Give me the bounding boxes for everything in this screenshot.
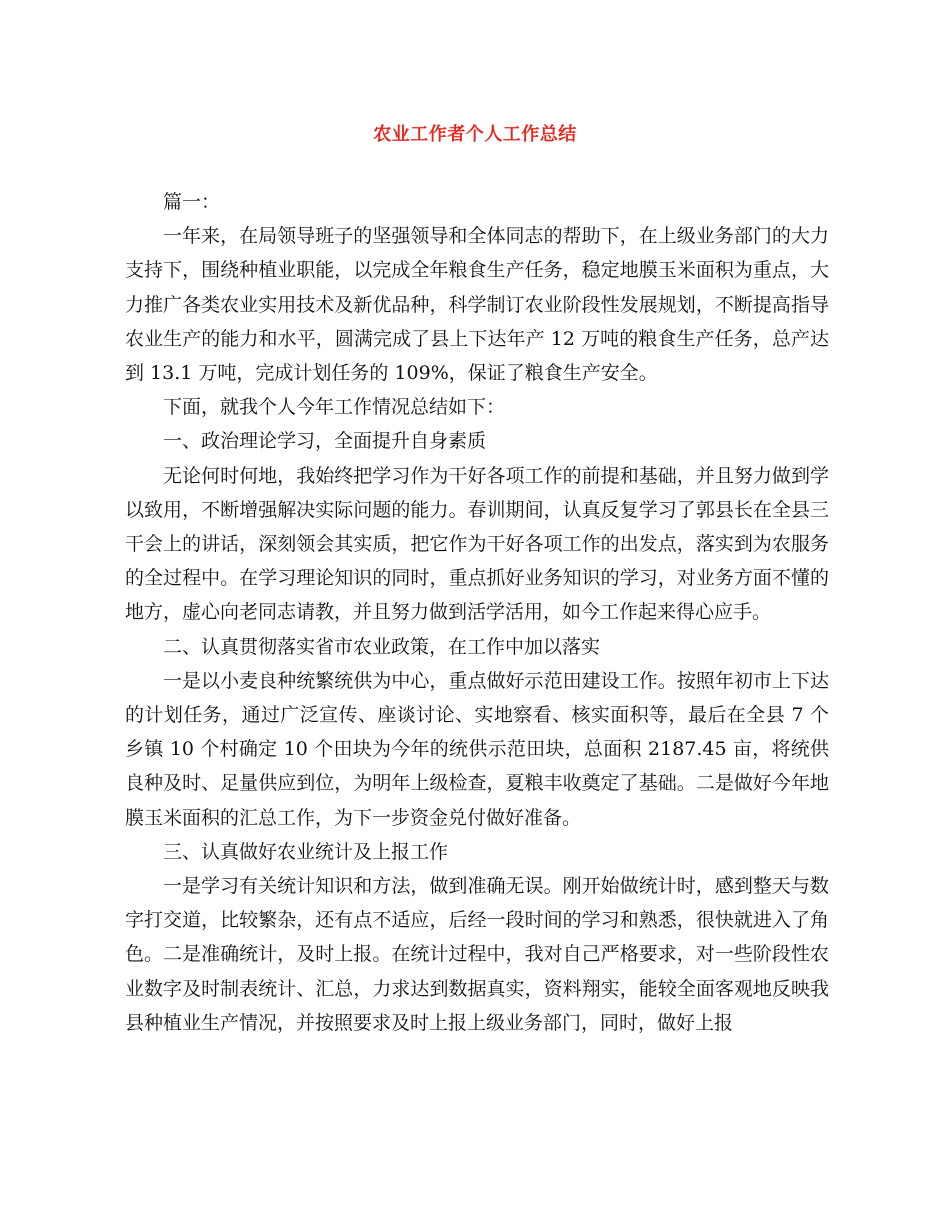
paragraph-summary-lead: 下面，就我个人今年工作情况总结如下：	[163, 396, 506, 419]
document-body	[125, 185, 829, 1040]
paragraph-section-label: 篇一：	[163, 191, 221, 213]
heading-section-2: 二、认真贯彻落实省市农业政策，在工作中加以落实	[163, 635, 601, 658]
heading-section-3: 三、认真做好农业统计及上报工作	[163, 840, 449, 863]
paragraph-intro: 一年来，在局领导班子的坚强领导和全体同志的帮助下，在上级业务部门的大力支持下，围绕种植业职能，以完成全年粮食生产任务，稳定地膜玉米面积为重点，大力推广各类农业实用技术及新优品种，科学制订农业阶段性发展规划，不断提高指导农业生产的能力和水平，圆满完成了县上下达年产 12 万吨的粮食生产任务，总产达到 13.1 万吨，完成计划任务的 109%，保证了粮食生产安全。	[125, 225, 829, 385]
document-title: 农业工作者个人工作总结	[373, 124, 577, 145]
paragraph-section-2: 一是以小麦良种统繁统供为中心，重点做好示范田建设工作。按照年初市上下达的计划任务，通过广泛宣传、座谈讨论、实地察看、核实面积等，最后在全县 7 个乡镇 10 个村确定 10 个田块为今年的统供示范田块，总面积 2187.45 亩，将统供良种及时、足量供应到位，为明年上级检查，夏粮丰收奠定了基础。二是做好今年地膜玉米面积的汇总工作，为下一步资金兑付做好准备。	[125, 669, 829, 829]
paragraph-section-3: 一是学习有关统计知识和方法，做到准确无误。刚开始做统计时，感到整天与数字打交道，比较繁杂，还有点不适应，后经一段时间的学习和熟悉，很快就进入了角色。二是准确统计，及时上报。在统计过程中，我对自己严格要求，对一些阶段性农业数字及时制表统计、汇总，力求达到数据真实，资料翔实，能较全面客观地反映我县种植业生产情况，并按照要求及时上报上级业务部门，同时，做好上报	[125, 875, 829, 1034]
paragraph-section-1: 无论何时何地，我始终把学习作为干好各项工作的前提和基础，并且努力做到学以致用，不断增强解决实际问题的能力。春训期间，认真反复学习了郭县长在全县三干会上的讲话，深刻领会其实质，把它作为干好各项工作的出发点，落实到为农服务的全过程中。在学习理论知识的同时，重点抓好业务知识的学习，对业务方面不懂的地方，虚心向老同志请教，并且努力做到活学活用，如今工作起来得心应手。	[125, 464, 829, 624]
heading-section-1: 一、政治理论学习，全面提升自身素质	[163, 430, 487, 453]
